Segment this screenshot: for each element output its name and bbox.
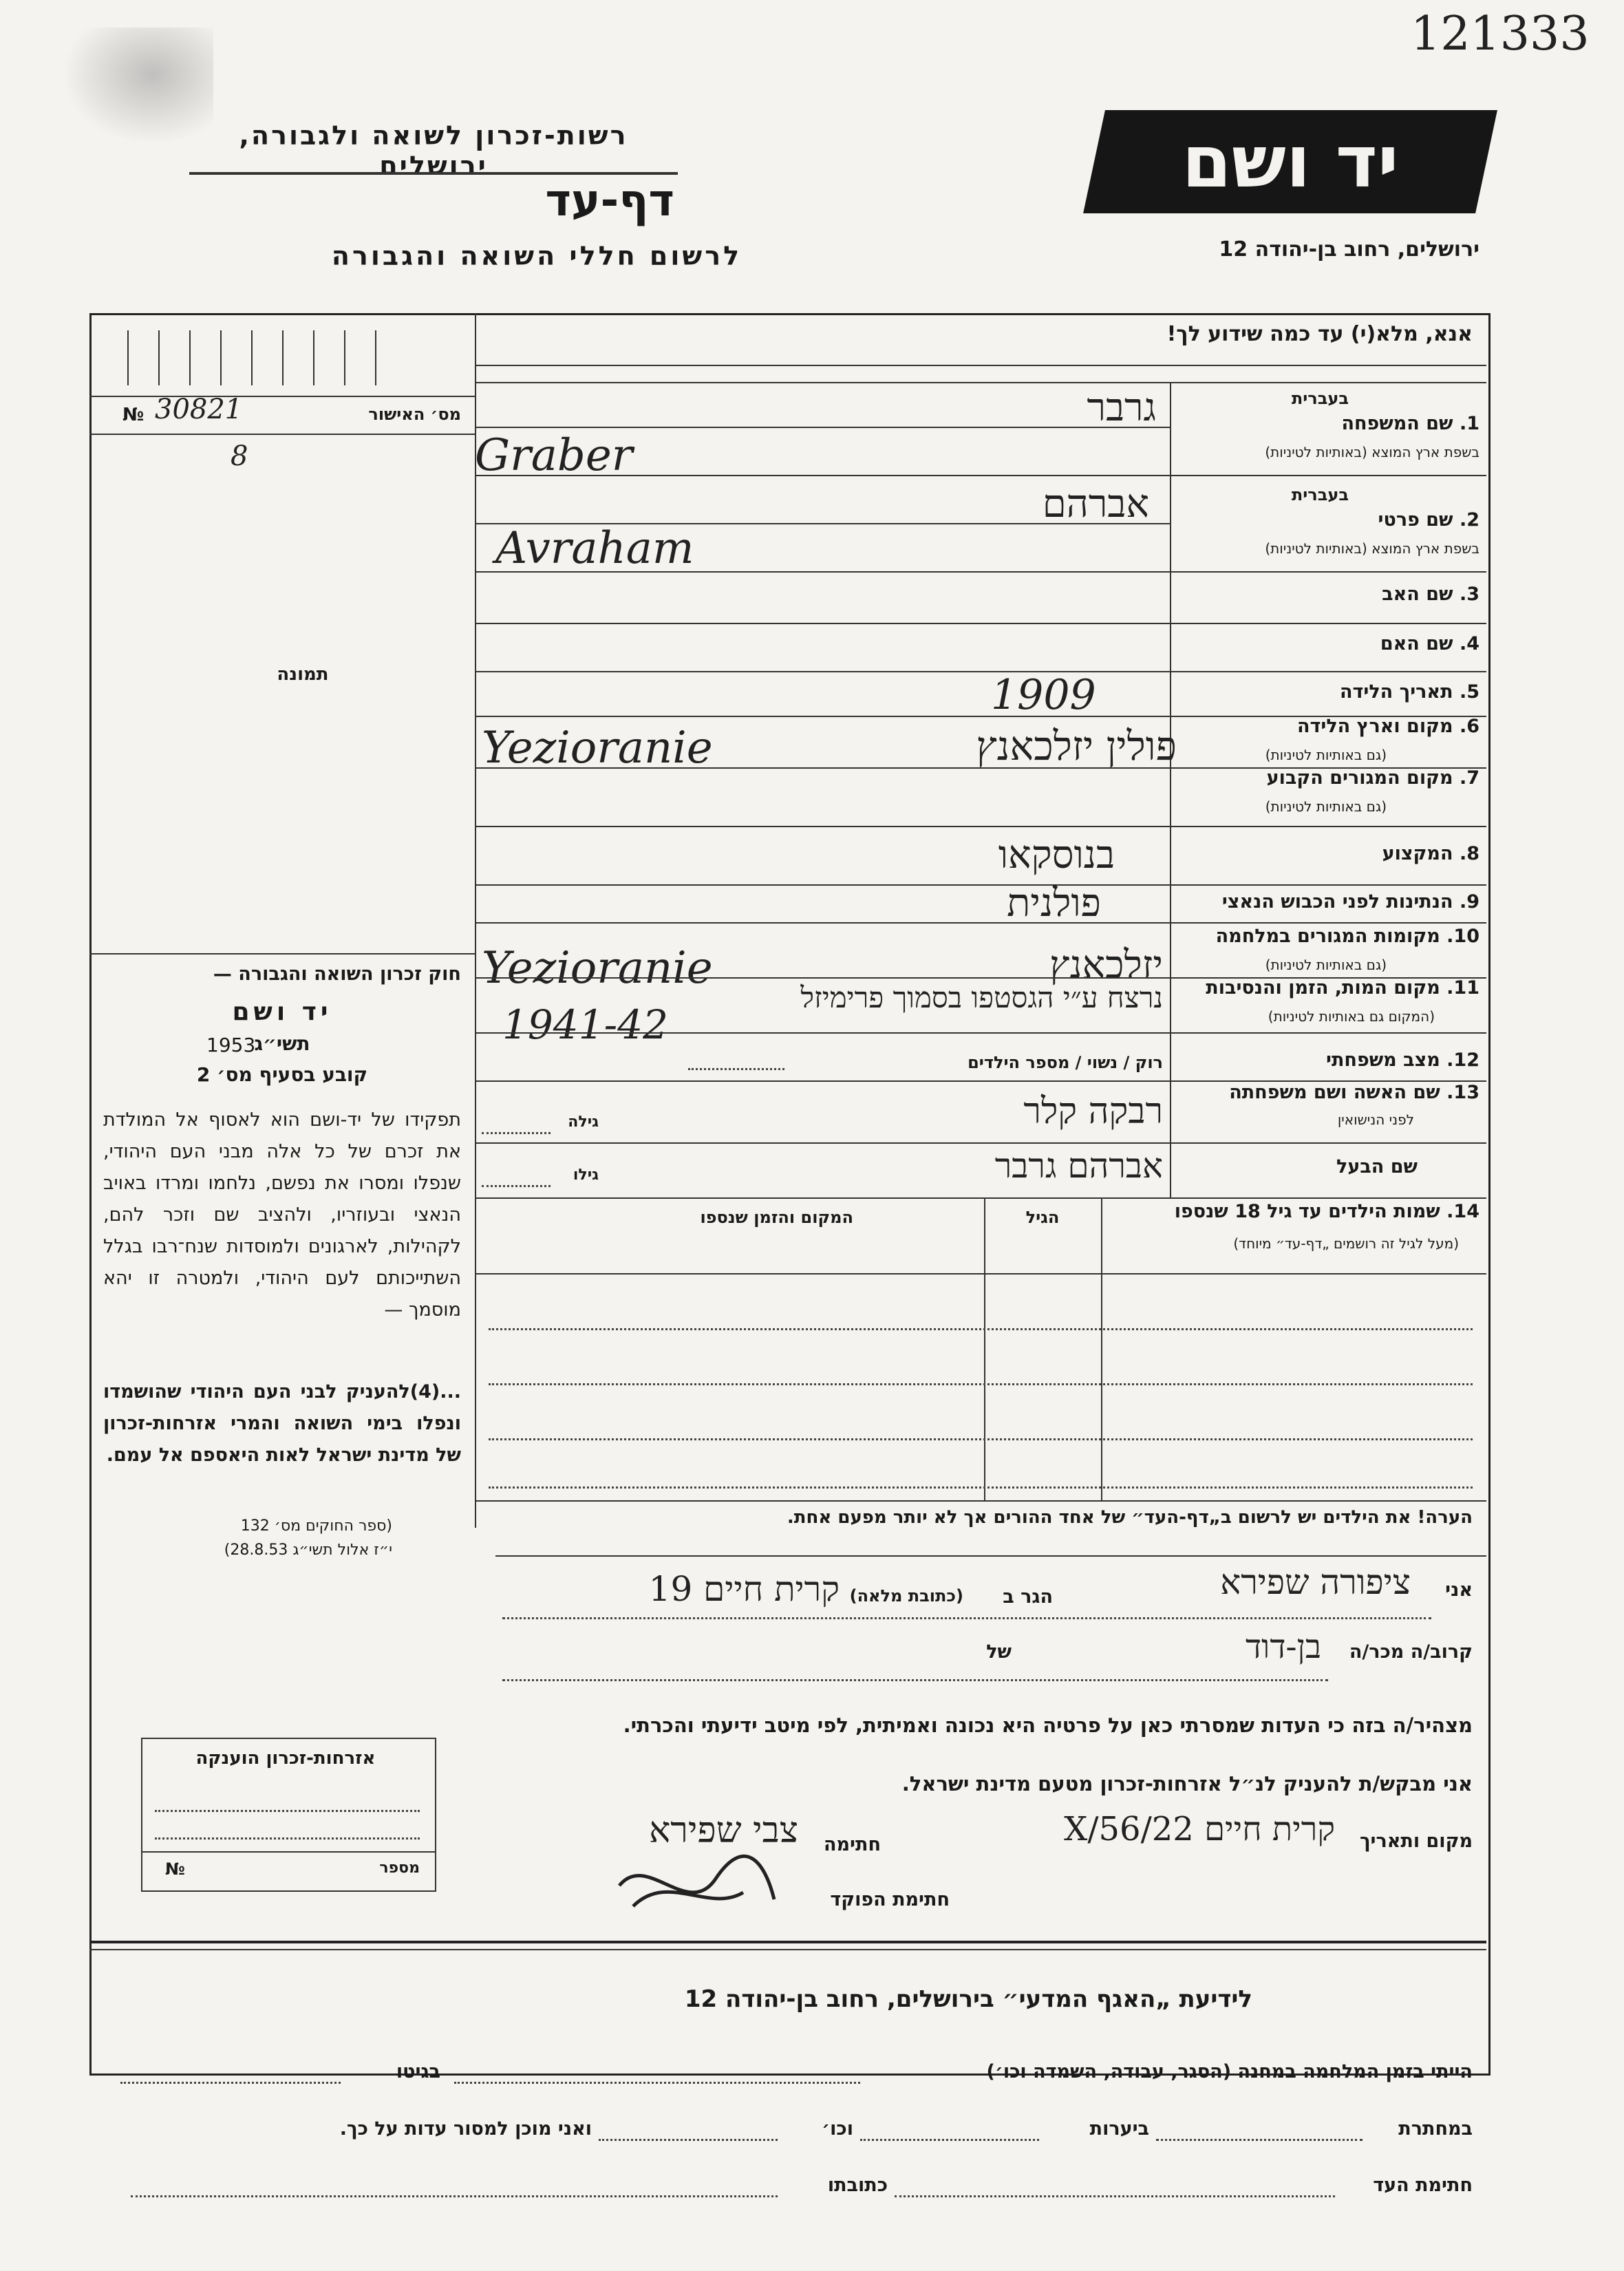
field-5-text: תאריך הלידה — [1339, 681, 1453, 703]
instructions: אנא, מלא(י) עד כמה שידוע לך! — [1166, 322, 1473, 346]
form-title: דף-עד — [545, 175, 674, 226]
decl-signature-label: חתימה — [823, 1834, 881, 1855]
field-9-label — [1173, 891, 1479, 913]
decl-request: אני מבקש/ת להעניק לנ״ל אזרחות-זכרון מטעם מדינת ישראל. — [901, 1772, 1473, 1795]
row-line — [475, 523, 1170, 524]
certificate-value: 30821 — [155, 394, 243, 425]
row-line — [475, 382, 1486, 383]
row-line — [475, 826, 1486, 827]
husband-label: שם הבעל — [1336, 1156, 1418, 1177]
children-col-place: המקום והזמן שנספו — [700, 1208, 853, 1227]
citizenship-number-line — [141, 1851, 435, 1853]
field-6-num: 6. — [1459, 716, 1479, 737]
certificate-label: מס׳ האישור — [368, 405, 461, 424]
children-text: שמות הילדים עד גיל 18 שנספו — [1174, 1201, 1440, 1222]
field-2-sub: בשפת ארץ המוצא (באותיות לטיניות) — [1265, 540, 1479, 557]
wife-age-blank — [482, 1132, 551, 1134]
field-11-sub: (המקום גם באותיות לטיניות) — [1268, 1008, 1435, 1025]
field-10-latin-value: Yezioranie — [482, 943, 713, 994]
field-2-num: 2. — [1459, 509, 1479, 531]
field-4-num: 4. — [1459, 633, 1479, 654]
field-5-value: 1909 — [991, 671, 1096, 719]
decl-relation-label: קרוב/ה מכר/ה — [1349, 1641, 1473, 1663]
children-bottom-line — [475, 1500, 1486, 1502]
field-12-text: מצב משפחתי — [1326, 1049, 1440, 1071]
field-8-text: המקצוע — [1382, 843, 1453, 864]
certificate-bottom — [89, 434, 475, 435]
row-line — [475, 427, 1170, 428]
children-row — [489, 1383, 1473, 1385]
certificate-suffix: 8 — [231, 440, 248, 472]
children-row — [489, 1438, 1473, 1440]
citizenship-title: אזרחות-זכרון הוענקה — [195, 1748, 376, 1769]
footer-witness-blank — [895, 2195, 1335, 2197]
field-8-num: 8. — [1459, 843, 1479, 864]
row-line — [475, 475, 1486, 476]
decl-of-label: של — [986, 1641, 1012, 1663]
field-5-num: 5. — [1459, 681, 1479, 703]
field-8-label — [1225, 843, 1479, 864]
decl-place-date-label: מקום ותאריך — [1359, 1831, 1473, 1852]
field-10-text: מקומות המגורים במלחמה — [1215, 926, 1440, 947]
footer-line1: הייתי בזמן המלחמה במחנה (הסגר, עבודה, השמדה וכו׳) — [986, 2061, 1473, 2082]
decl-relation-line — [502, 1679, 1328, 1681]
decl-address-label: (כתובת מלאה) — [849, 1586, 963, 1606]
field-1-text: שם המשפחה — [1341, 413, 1453, 434]
law-year-he: תשי״ג — [254, 1032, 310, 1055]
note: הערה! את הילדים יש לרשום ב„דף-העד״ של אחד ההורים אך לא יותר מפעם אחת. — [787, 1507, 1473, 1528]
field-3-text: שם האב — [1382, 584, 1453, 605]
children-col-divider-2 — [984, 1197, 985, 1500]
field-10-hebrew-value: יזלכאנץ — [1049, 943, 1163, 988]
field-1-hebrew-tag: בעברית — [1291, 389, 1349, 408]
field-2-hebrew-tag: בעברית — [1291, 485, 1349, 504]
law-logo: יד ושם — [232, 998, 332, 1026]
ink-smudge — [62, 28, 213, 145]
decl-address-value: קרית חיים 19 — [648, 1569, 840, 1609]
field-6-label — [1225, 716, 1479, 737]
row-line — [475, 1032, 1486, 1034]
field-7-label — [1225, 767, 1479, 789]
decl-statement: מצהיר/ה בזה כי העדות שמסרתי כאן על פרטיה היא נכונה ואמיתית, לפי מיטב ידיעתי והכרתי. — [623, 1714, 1473, 1737]
field-1-sub: בשפת ארץ המוצא (באותיות לטיניות) — [1265, 444, 1479, 460]
footer-divider-2 — [89, 1949, 1486, 1950]
footer-divider — [89, 1941, 1486, 1943]
field-12-label — [1225, 1049, 1479, 1071]
field-10-label — [1173, 926, 1479, 947]
field-3-num: 3. — [1459, 584, 1479, 605]
field-2-label — [1225, 509, 1479, 531]
tick-marks — [127, 323, 471, 392]
field-13-value: רבקה קלר — [1023, 1091, 1163, 1132]
row-line — [475, 571, 1486, 573]
field-11-text: מקום המות, הזמן והנסיבות — [1206, 977, 1440, 999]
authority-name: רשות-זכרון לשואה ולגבורה, ירושלים — [239, 120, 628, 181]
decl-resides: הגר ב — [1003, 1586, 1053, 1608]
field-2-latin-value: Avraham — [495, 523, 694, 574]
decl-ani: אני — [1445, 1579, 1473, 1601]
footer-willing: ואני מוכן למסור עדות על כך. — [339, 2118, 592, 2140]
footer-etc-blank — [599, 2139, 778, 2141]
field-13-num: 13. — [1446, 1082, 1479, 1103]
marital-options: רוק / נשוי / מספר הילדים — [968, 1053, 1163, 1072]
footer-camp-blank — [454, 2082, 860, 2084]
law-clause: ...(4)להעניק לבני העם היהודי שהושמדו ונפלו בימי השואה והמרי אזרחות-זכרון של מדינת ישראל לאות היאספם אל עמם. — [103, 1381, 461, 1466]
field-13-text: שם האשה ושם משפחתה — [1229, 1082, 1440, 1103]
field-9-num: 9. — [1459, 891, 1479, 913]
field-11-hebrew-value: נרצח ע״י הגסטפו בסמוך פרימיזל — [800, 981, 1163, 1014]
husband-value: אברהם גרבר — [994, 1146, 1163, 1186]
field-9-text: הנתינות לפני הכבוש הנאצי — [1221, 891, 1453, 913]
footer-underground: במחתרת — [1398, 2118, 1473, 2140]
field-7-text: מקום המגורים הקבוע — [1266, 767, 1453, 789]
field-4-text: שם האם — [1380, 633, 1453, 654]
wife-age-label: גילה — [568, 1113, 599, 1131]
field-12-num: 12. — [1446, 1049, 1479, 1071]
field-13-label — [1173, 1082, 1479, 1103]
children-header-line — [475, 1273, 1486, 1275]
decl-place-date-value: קרית חיים 22/X/56 — [1064, 1810, 1335, 1848]
field-9-value: פולנית — [1007, 881, 1101, 926]
footer-forests: ביערות — [1089, 2118, 1149, 2140]
footer-forests-blank — [860, 2139, 1039, 2141]
husband-age-label: גילו — [573, 1166, 599, 1184]
decl-relation-value: בן-דוד — [1245, 1628, 1321, 1666]
row-line — [475, 623, 1486, 624]
archive-number: 121333 — [1411, 7, 1590, 61]
row-line — [475, 922, 1486, 924]
children-label — [1108, 1201, 1479, 1222]
field-10-num: 10. — [1446, 926, 1479, 947]
left-column-divider — [475, 313, 476, 1528]
citizenship-line — [155, 1810, 420, 1812]
field-2-hebrew-value: אברהם — [1042, 482, 1149, 526]
field-6-sub: (גם באותיות לטיניות) — [1265, 747, 1387, 763]
children-sub: (מעל לגיל זה רושמים „דף-עד״ מיוחד) — [1233, 1235, 1459, 1252]
footer-witness-sig: חתימת העד — [1373, 2175, 1473, 2196]
footer-underground-blank — [1156, 2139, 1363, 2141]
officer-signature — [606, 1844, 784, 1927]
field-10-sub: (גם באותיות לטיניות) — [1265, 957, 1387, 973]
children-col-age: הגיל — [1025, 1208, 1060, 1227]
photo-label: תמונה — [277, 664, 329, 685]
certificate-no-mark: № — [122, 405, 145, 425]
row-line — [475, 1142, 1486, 1144]
form-subtitle: לרשום חללי השואה והגבורה — [331, 241, 742, 271]
law-body: תפקידו של יד-ושם הוא לאסוף אל המולדת את זכרם של כל אלה מבני העם היהודי, שנפלו ומסרו את נפשם, נלחמו ומרדו באויב הנאצי ובעוזריו, ולהציב שם וזכר להם, לקהילות, לארגונים ולמוסדות שנח־רבו בגלל השתייכותם לעם היהודי, ולמטרה זו יהא מוסמך — — [103, 1109, 461, 1321]
yad-vashem-logo — [1083, 110, 1497, 213]
decl-address-line — [502, 1617, 1431, 1619]
children-num: 14. — [1446, 1201, 1479, 1222]
note-line — [495, 1555, 1486, 1557]
field-4-label — [1225, 633, 1479, 654]
law-year: 1953 — [206, 1034, 256, 1056]
declarant-name: ציפורה שפירא — [1220, 1562, 1411, 1602]
children-col-divider-1 — [1101, 1197, 1102, 1500]
row-line — [475, 1197, 1486, 1199]
field-11-label — [1173, 977, 1479, 999]
label-column-divider — [1170, 382, 1171, 1197]
field-1-label — [1225, 413, 1479, 434]
citizenship-number-label: מספר — [379, 1859, 420, 1877]
children-row — [489, 1328, 1473, 1330]
field-8-value: בנוסקאו — [998, 833, 1115, 877]
footer-etc: וכו׳ — [822, 2118, 853, 2140]
law-citation-2: י״ז אלול תשי״ג 28.8.53) — [224, 1542, 392, 1559]
field-3-label — [1225, 584, 1479, 605]
field-5-label — [1225, 681, 1479, 703]
field-2-text: שם פרטי — [1378, 509, 1453, 531]
field-1-latin-value: Graber — [475, 430, 633, 481]
law-section: קובע בסעיף מס׳ 2 — [196, 1063, 368, 1086]
field-6-hebrew-value: פולין יזלכאנץ — [976, 723, 1177, 769]
field-11-latin-value: 1941-42 — [502, 1001, 669, 1048]
decl-signature-value: צבי שפירא — [649, 1810, 798, 1851]
marital-status-blank — [688, 1068, 784, 1070]
citizenship-no-mark: № — [165, 1859, 185, 1879]
logo-text: יד ושם — [1182, 120, 1399, 204]
instructions-divider — [475, 365, 1486, 366]
row-line — [475, 671, 1486, 672]
field-13-sub: לפני הנישואין — [1337, 1111, 1414, 1128]
certificate-top — [89, 396, 475, 397]
decl-officer-label: חתימת הפוקד — [830, 1889, 950, 1910]
footer-address-blank — [131, 2195, 778, 2197]
children-row — [489, 1486, 1473, 1489]
authority-underline — [189, 172, 678, 175]
footer-ghetto-blank — [120, 2082, 341, 2084]
field-1-num: 1. — [1459, 413, 1479, 434]
law-citation-1: (ספר החוקים מס׳ 132 — [240, 1517, 392, 1535]
address: ירושלים, רחוב בן-יהודה 12 — [1219, 237, 1479, 262]
field-1-hebrew-value: גרבר — [1087, 385, 1156, 430]
field-7-num: 7. — [1459, 767, 1479, 789]
citizenship-line — [155, 1837, 420, 1840]
footer-heading: לידיעת „האגף המדעי״ בירושלים, רחוב בן-יהודה 12 — [684, 1985, 1252, 2013]
field-11-num: 11. — [1446, 977, 1479, 999]
footer-ghetto: בגיטו — [396, 2061, 440, 2082]
husband-age-blank — [482, 1185, 551, 1187]
law-box-top — [89, 953, 475, 955]
field-6-latin-value: Yezioranie — [482, 723, 713, 774]
field-7-sub: (גם באותיות לטיניות) — [1265, 798, 1387, 815]
law-title: חוק זכרון השואה והגבורה — — [213, 963, 461, 985]
field-6-text: מקום וארץ הלידה — [1296, 716, 1453, 737]
footer-address: כתובתו — [827, 2175, 888, 2196]
